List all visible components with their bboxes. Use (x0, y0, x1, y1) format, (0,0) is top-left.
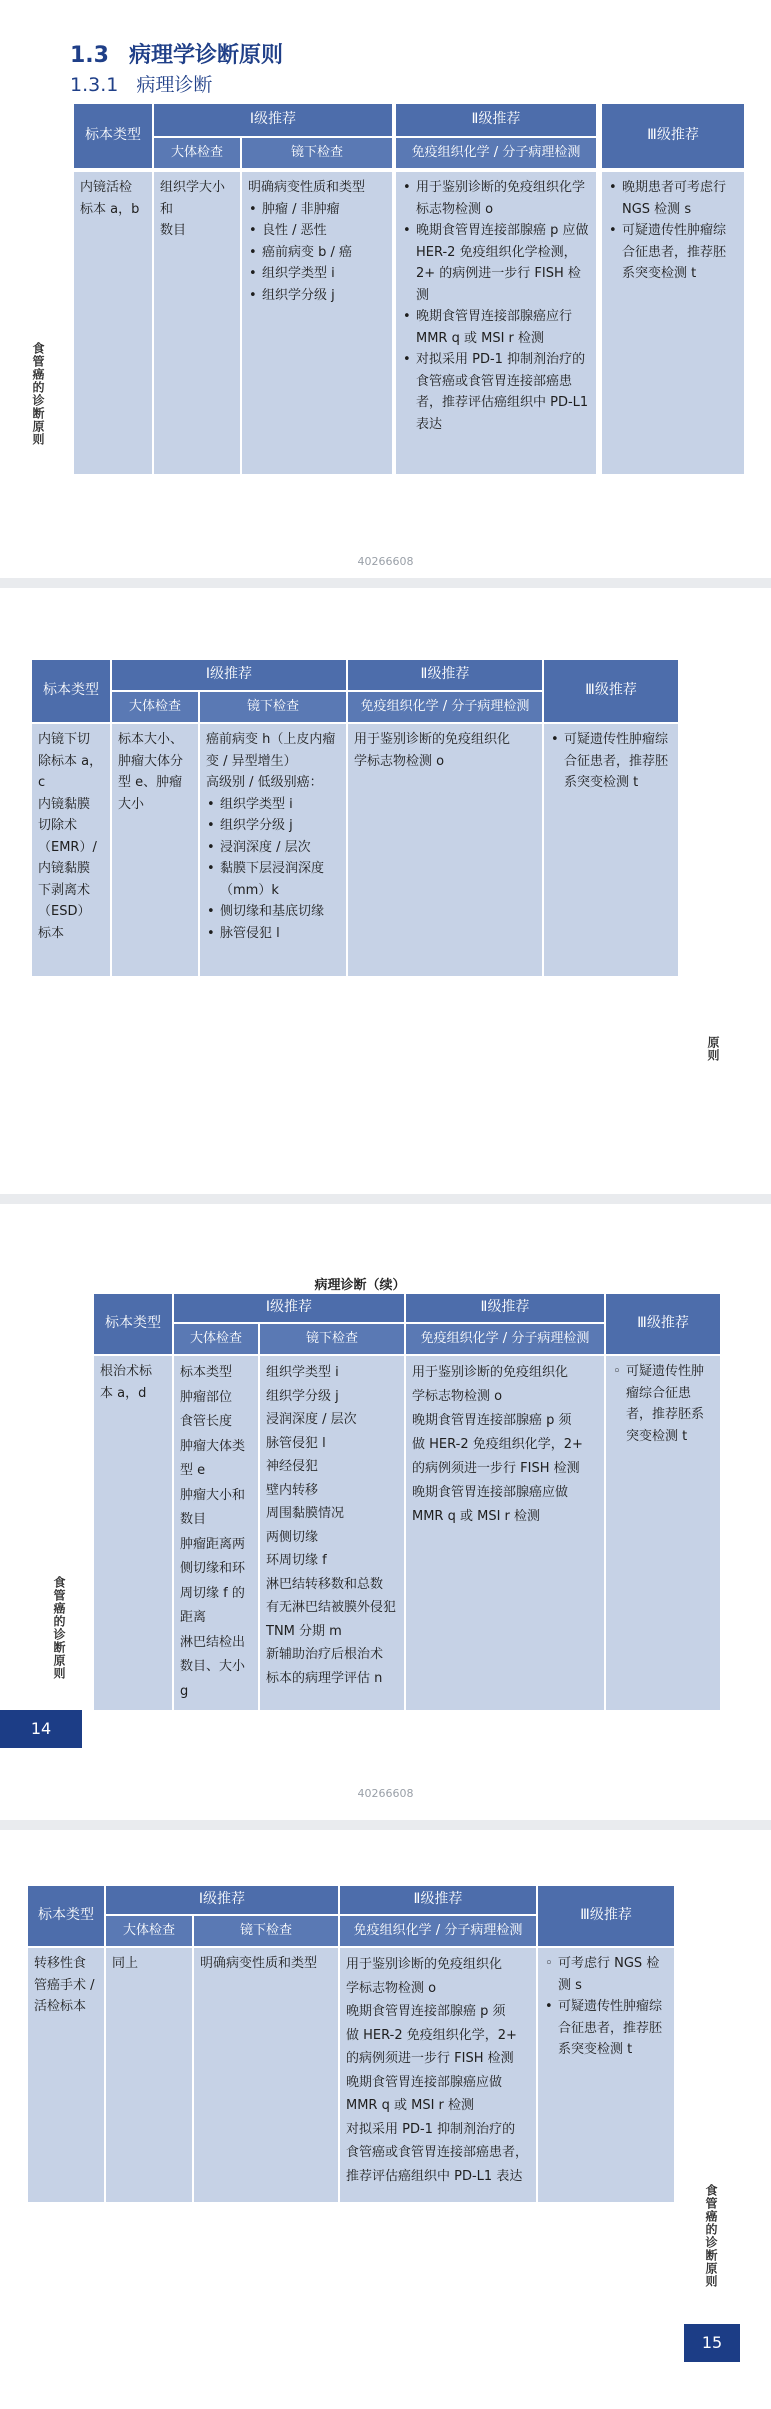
ihc-line: 晚期食管胃连接部腺癌 p 须 (346, 2004, 506, 2019)
header-ihc: 免疫组织化学 / 分子病理检测 (348, 692, 542, 722)
section-number: 1.3 (70, 43, 109, 68)
ihc-line: 学标志物检测 o (346, 1980, 437, 1996)
header-micro: 镜下检查 (200, 692, 346, 722)
specimen-line: （EMR）/ (38, 839, 97, 855)
cell-level3 (544, 724, 678, 976)
pathology-table-3 (94, 1294, 720, 1710)
page-3 (0, 1204, 771, 1820)
micro-line: 明确病变性质和类型 (200, 1956, 318, 1971)
header-level3: Ⅲ级推荐 (538, 1886, 674, 1946)
page-separator (0, 1820, 771, 1830)
header-specimen: 标本类型 (28, 1886, 104, 1946)
ihc-line: MMR q 或 MSI r 检测 (412, 1509, 541, 1524)
gross-line: 侧切缘和环 (180, 1561, 246, 1576)
gross-line: 型 e (180, 1463, 206, 1478)
page-2 (0, 588, 771, 1194)
specimen-line: 本 a，d (100, 1385, 147, 1401)
side-label: 食管癌的诊断原则 (704, 2184, 718, 2288)
micro-item: • 组织学分级 j (206, 815, 340, 837)
gross-line: 数目、大小 g (180, 1659, 246, 1699)
micro-line: 周围黏膜情况 (266, 1506, 345, 1521)
gross-line: 淋巴结检出 (180, 1634, 246, 1650)
page-4 (0, 1830, 771, 2409)
cell-gross (106, 1948, 192, 2202)
cell-level3 (538, 1948, 674, 2202)
ihc-line: 食管癌或食管胃连接部癌患者， (346, 2145, 529, 2160)
subsection-title-text: 病理诊断 (136, 74, 213, 96)
gross-line: 数目 (180, 1512, 207, 1527)
micro-line: 组织学分级 j (266, 1388, 339, 1404)
specimen-line: 内镜黏膜 (38, 861, 91, 876)
specimen-line: 内镜黏膜 (38, 796, 91, 812)
gross-line: 周切缘 f 的 (180, 1585, 245, 1601)
ihc-line: 学标志物检测 o (412, 1389, 503, 1404)
header-ihc: 免疫组织化学 / 分子病理检测 (406, 1324, 604, 1354)
micro-line: 淋巴结转移数和总数 (266, 1576, 384, 1592)
cell-gross (112, 724, 198, 976)
micro-item: • 侧切缘和基底切缘 (206, 901, 340, 923)
specimen-line: 活检标本 (34, 1999, 87, 2014)
header-level3: Ⅲ级推荐 (606, 1294, 720, 1354)
header-gross: 大体检查 (174, 1324, 258, 1354)
pathology-table-2 (32, 660, 678, 976)
micro-line: 新辅助治疗后根治术 (266, 1647, 384, 1662)
gross-line: 肿瘤大体分 (118, 753, 184, 769)
micro-line: TNM 分期 m (266, 1623, 342, 1639)
cell-micro (200, 724, 346, 976)
cell-gross (174, 1356, 258, 1710)
header-level1: Ⅰ级推荐 (174, 1294, 404, 1322)
gross-line: 肿瘤部位 (180, 1389, 233, 1405)
gross-line: 食管长度 (180, 1414, 233, 1429)
cell-ihc (396, 172, 596, 474)
cell-specimen (28, 1948, 104, 2202)
ihc-line: 用于鉴别诊断的免疫组织化 (412, 1365, 569, 1380)
micro-item: • 组织学分级 j (248, 285, 386, 307)
micro-item: • 组织学类型 i (248, 263, 386, 285)
ihc-item: • 晚期食管胃连接部腺癌 p 应做 HER-2 免疫组织化学检测，2+ 的病例进一步行 FISH 检测 (402, 220, 590, 306)
side-label: 食管癌的诊断原则 (52, 1576, 66, 1680)
header-level3: Ⅲ级推荐 (544, 660, 678, 722)
cell-micro (194, 1948, 338, 2202)
ihc-line: 对拟采用 PD-1 抑制剂治疗的 (346, 2121, 516, 2137)
gross-line: 大小 (118, 796, 145, 812)
micro-line: 神经侵犯 (266, 1459, 319, 1474)
ihc-line: MMR q 或 MSI r 检测 (346, 2098, 475, 2113)
header-level2: Ⅱ级推荐 (348, 660, 542, 690)
specimen-line: 标本 a，b (80, 201, 140, 217)
specimen-line: 管癌手术 / (34, 1977, 95, 1993)
gross-line: 组织学大小和 (160, 180, 226, 217)
specimen-line: 内镜活检 (80, 180, 133, 195)
header-ihc: 免疫组织化学 / 分子病理检测 (340, 1916, 536, 1946)
specimen-line: 转移性食 (34, 1956, 87, 1971)
level3-item: ◦ 可疑遗传性肿瘤综合征患者，推荐胚系突变检测 t (612, 1361, 714, 1447)
section-title (70, 38, 283, 69)
cell-specimen (32, 724, 110, 976)
cell-level3 (606, 1356, 720, 1710)
specimen-line: 切除术 (38, 818, 78, 833)
ihc-item: • 对拟采用 PD-1 抑制剂治疗的食管癌或食管胃连接部癌患者，推荐评估癌组织中 PD-L1 表达 (402, 349, 590, 435)
header-micro: 镜下检查 (194, 1916, 338, 1946)
micro-line: 环周切缘 f (266, 1553, 327, 1568)
cell-specimen (94, 1356, 172, 1710)
cell-level3 (602, 172, 744, 474)
header-level2: Ⅱ级推荐 (406, 1294, 604, 1322)
ihc-line: 的病例须进一步行 FISH 检测 (346, 2051, 514, 2066)
micro-line: 脉管侵犯 l (266, 1435, 326, 1451)
header-micro: 镜下检查 (242, 138, 392, 168)
ihc-line: 用于鉴别诊断的免疫组织化 (354, 732, 511, 747)
micro-item: • 肿瘤 / 非肿瘤 (248, 199, 386, 221)
side-label: 食管癌的诊断原则 (31, 342, 45, 446)
header-gross: 大体检查 (112, 692, 198, 722)
doc-id: 40266608 (357, 555, 414, 568)
level3-item: ◦ 可考虑行 NGS 检测 s (544, 1953, 668, 1996)
gross-line: 同上 (112, 1956, 139, 1971)
cell-micro (260, 1356, 404, 1710)
ihc-item: • 用于鉴别诊断的免疫组织化学标志物检测 o (402, 177, 590, 220)
specimen-line: 标本 (38, 925, 65, 941)
cell-gross (154, 172, 240, 474)
ihc-line: 做 HER-2 免疫组织化学，2+ (346, 2027, 517, 2043)
continued-caption: 病理诊断（续） (314, 1278, 406, 1293)
section-title-text: 病理学诊断原则 (128, 43, 283, 68)
pathology-table-1 (74, 104, 744, 474)
cell-ihc (348, 724, 542, 976)
header-level2: Ⅱ级推荐 (396, 104, 596, 136)
cell-ihc (406, 1356, 604, 1710)
gross-line: 标本类型 (180, 1365, 233, 1380)
subsection-number: 1.3.1 (70, 74, 119, 96)
micro-intro: 癌前病变 h（上皮内瘤 (206, 732, 336, 747)
gross-line: 型 e、肿瘤 (118, 775, 183, 790)
micro-item: • 良性 / 恶性 (248, 220, 386, 242)
ihc-line: 学标志物检测 o (354, 753, 445, 769)
doc-id: 40266608 (357, 1787, 414, 1800)
micro-line: 组织学类型 i (266, 1365, 339, 1380)
page-number-badge: 15 (684, 2324, 740, 2362)
ihc-line: 晚期食管胃连接部腺癌 p 须 (412, 1413, 572, 1428)
micro-item: • 癌前病变 b / 癌 (248, 242, 386, 264)
specimen-line: 内镜下切 (38, 732, 91, 747)
gross-line: 肿瘤距离两 (180, 1536, 246, 1552)
header-level1: Ⅰ级推荐 (106, 1886, 338, 1914)
ihc-line: 的病例须进一步行 FISH 检测 (412, 1461, 580, 1476)
specimen-line: 下剥离术 (38, 882, 91, 898)
header-level1: Ⅰ级推荐 (112, 660, 346, 690)
ihc-line: 用于鉴别诊断的免疫组织化 (346, 1957, 503, 1972)
micro-intro: 高级别 / 低级别癌： (206, 775, 323, 790)
cell-micro (242, 172, 392, 474)
micro-line: 标本的病理学评估 n (266, 1670, 383, 1686)
header-specimen: 标本类型 (94, 1294, 172, 1354)
header-gross: 大体检查 (106, 1916, 192, 1946)
micro-intro: 变 / 异型增生） (206, 753, 297, 769)
cell-specimen (74, 172, 152, 474)
micro-line: 有无淋巴结被膜外侵犯 (266, 1600, 397, 1615)
gross-line: 数目 (160, 223, 187, 238)
micro-intro: 明确病变性质和类型 (248, 180, 366, 195)
specimen-line: 除标本 a，c (38, 753, 103, 790)
level3-item: • 晚期患者可考虑行 NGS 检测 s (608, 177, 738, 220)
cell-ihc (340, 1948, 536, 2202)
micro-line: 两侧切缘 (266, 1529, 319, 1545)
header-specimen: 标本类型 (74, 104, 152, 168)
micro-item: • 浸润深度 / 层次 (206, 837, 340, 859)
side-label-short: 原则 (706, 1036, 720, 1062)
level3-item: • 可疑遗传性肿瘤综合征患者，推荐胚系突变检测 t (544, 1996, 668, 2061)
header-gross: 大体检查 (154, 138, 240, 168)
micro-line: 浸润深度 / 层次 (266, 1412, 357, 1427)
header-level3: Ⅲ级推荐 (602, 104, 744, 168)
level3-item: • 可疑遗传性肿瘤综合征患者，推荐胚系突变检测 t (550, 729, 672, 794)
ihc-item: • 晚期食管胃连接部腺癌应行 MMR q 或 MSI r 检测 (402, 306, 590, 349)
header-level1: Ⅰ级推荐 (154, 104, 392, 136)
micro-line: 壁内转移 (266, 1482, 319, 1498)
level3-item: • 可疑遗传性肿瘤综合征患者，推荐胚系突变检测 t (608, 220, 738, 285)
gross-line: 距离 (180, 1610, 207, 1625)
header-ihc: 免疫组织化学 / 分子病理检测 (396, 138, 596, 168)
micro-item: • 脉管侵犯 l (206, 923, 340, 945)
gross-line: 肿瘤大体类 (180, 1438, 246, 1454)
ihc-line: 晚期食管胃连接部腺癌应做 (412, 1485, 569, 1500)
subsection-title (70, 70, 212, 97)
page-separator (0, 578, 771, 588)
ihc-line: 晚期食管胃连接部腺癌应做 (346, 2074, 503, 2090)
ihc-line: 做 HER-2 免疫组织化学，2+ (412, 1437, 583, 1452)
header-specimen: 标本类型 (32, 660, 110, 722)
pathology-table-4 (28, 1886, 674, 2202)
gross-line: 肿瘤大小和 (180, 1487, 246, 1503)
micro-item: • 组织学类型 i (206, 794, 340, 816)
page-separator (0, 1194, 771, 1204)
micro-item: • 黏膜下层浸润深度（mm）k (206, 858, 340, 901)
page-number-badge: 14 (0, 1710, 82, 1748)
header-micro: 镜下检查 (260, 1324, 404, 1354)
header-level2: Ⅱ级推荐 (340, 1886, 536, 1914)
specimen-line: 根治术标 (100, 1364, 153, 1379)
gross-line: 标本大小、 (118, 732, 184, 747)
ihc-line: 推荐评估癌组织中 PD-L1 表达 (346, 2168, 523, 2184)
specimen-line: （ESD） (38, 904, 91, 919)
page-1 (0, 0, 771, 578)
